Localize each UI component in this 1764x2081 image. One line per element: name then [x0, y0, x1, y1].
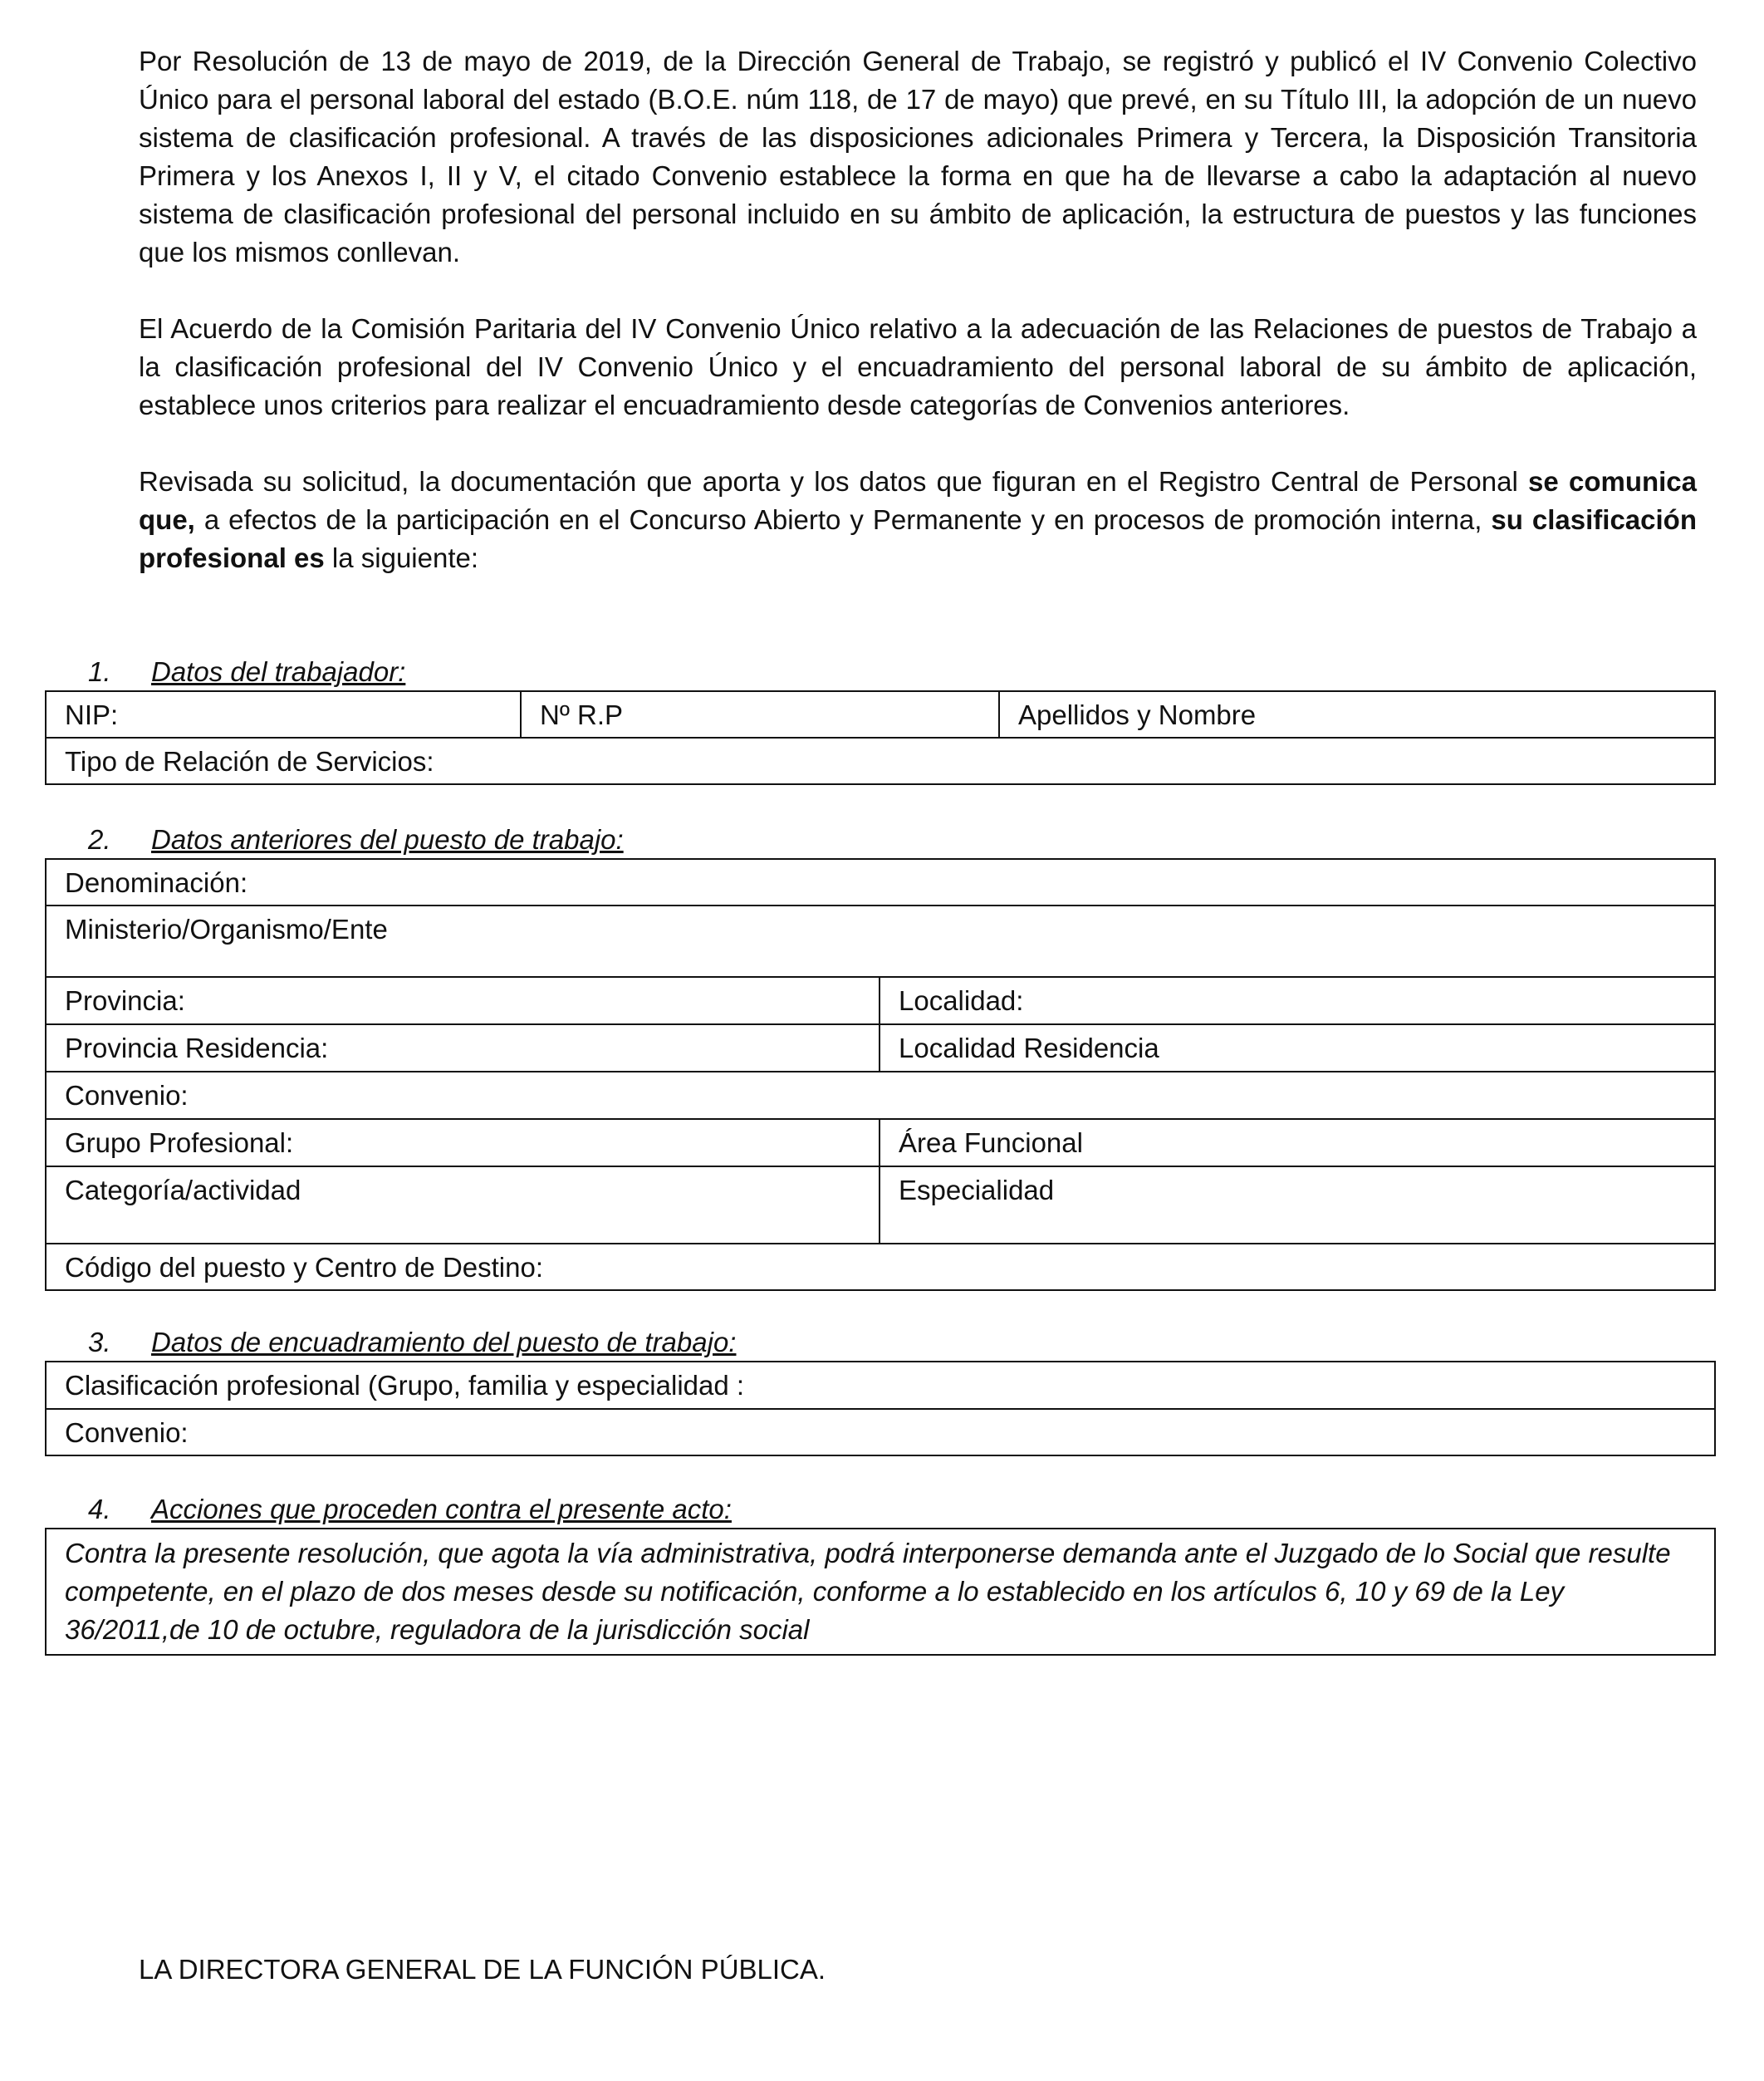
previous-job-table [45, 858, 1716, 1291]
section-2-heading [88, 823, 624, 856]
section-4-number: 4. [88, 1494, 111, 1524]
especialidad-field[interactable]: Especialidad [880, 1166, 1715, 1244]
section-2-title: Datos anteriores del puesto de trabajo: [151, 824, 624, 855]
intro-p3-text-b: a efectos de la participación en el Concurso Abierto y Permanente y en procesos de promoción interna, [194, 504, 1492, 535]
clasificacion-profesional-field[interactable]: Clasificación profesional (Grupo, familia y especialidad : [46, 1362, 1715, 1409]
intro-paragraph-1: Por Resolución de 13 de mayo de 2019, de la Dirección General de Trabajo, se registró y publicó el IV Convenio Colectivo Único para el personal laboral del estado (B.O.E. núm 118, de 17 de mayo) que prevé, en su Título III, la adopción de un nuevo sistema de clasificación profesional. A través de las disposiciones adicionales Primera y Tercera, la Disposición Transitoria Primera y los Anexos I, II y V, el citado Convenio establece la forma en que ha de llevarse a cabo la adaptación al nuevo sistema de clasificación profesional del personal incluido en su ámbito de aplicación, la estructura de puestos y las funciones que los mismos conllevan. [139, 46, 1697, 267]
nrp-field[interactable]: Nº R.P [521, 691, 999, 738]
intro-p3-bold-b: su clasificación profesional es [139, 504, 1697, 573]
convenio-nuevo-field[interactable]: Convenio: [46, 1409, 1715, 1455]
ministerio-field[interactable]: Ministerio/Organismo/Ente [46, 906, 1715, 977]
apellidos-nombre-field[interactable]: Apellidos y Nombre [999, 691, 1715, 738]
intro-paragraph-2: El Acuerdo de la Comisión Paritaria del IV Convenio Único relativo a la adecuación de las Relaciones de puestos de Trabajo a la clasificación profesional del IV Convenio Único y el encuadramiento del personal laboral de su ámbito de aplicación, establece unos criterios para realizar el encuadramiento desde categorías de Convenios anteriores. [139, 313, 1697, 420]
section-1-heading [88, 655, 405, 689]
tipo-relacion-field[interactable]: Tipo de Relación de Servicios: [46, 738, 1715, 784]
signature-line: LA DIRECTORA GENERAL DE LA FUNCIÓN PÚBLICA. [139, 1954, 826, 1985]
convenio-anterior-field[interactable]: Convenio: [46, 1072, 1715, 1119]
grupo-profesional-field[interactable]: Grupo Profesional: [46, 1119, 880, 1166]
denominacion-field[interactable]: Denominación: [46, 859, 1715, 906]
codigo-puesto-field[interactable]: Código del puesto y Centro de Destino: [46, 1244, 1715, 1290]
section-3-heading [88, 1326, 736, 1359]
provincia-field[interactable]: Provincia: [46, 977, 880, 1024]
nip-field[interactable]: NIP: [46, 691, 521, 738]
legal-actions-table [45, 1528, 1716, 1656]
section-4-heading [88, 1493, 732, 1526]
intro-p3-text-a: Revisada su solicitud, la documentación que aporta y los datos que figuran en el Registro Central de Personal [139, 466, 1529, 497]
section-2-number: 2. [88, 824, 111, 855]
intro-p3-bold-a: se comunica que, [139, 466, 1698, 535]
categoria-actividad-field[interactable]: Categoría/actividad [46, 1166, 880, 1244]
intro-p3-text-c: la siguiente: [324, 542, 479, 573]
section-1-title: Datos del trabajador: [151, 656, 406, 687]
worker-data-table [45, 690, 1716, 785]
provincia-residencia-field[interactable]: Provincia Residencia: [46, 1024, 880, 1072]
area-funcional-field[interactable]: Área Funcional [880, 1119, 1715, 1166]
localidad-field[interactable]: Localidad: [880, 977, 1715, 1024]
section-3-number: 3. [88, 1327, 111, 1357]
legal-actions-text: Contra la presente resolución, que agota la vía administrativa, podrá interponerse demanda ante el Juzgado de lo Social que resulte competente, en el plazo de dos meses desde su notificación, conforme a lo establecido en los artículos 6, 10 y 69 de la Ley 36/2011,de 10 de octubre, reguladora de la jurisdicción social [46, 1529, 1715, 1655]
intro-paragraph-3 [139, 463, 1697, 577]
localidad-residencia-field[interactable]: Localidad Residencia [880, 1024, 1715, 1072]
classification-table [45, 1361, 1716, 1456]
section-1-number: 1. [88, 656, 111, 687]
section-4-title: Acciones que proceden contra el presente acto: [151, 1494, 732, 1524]
section-3-title: Datos de encuadramiento del puesto de trabajo: [151, 1327, 737, 1357]
